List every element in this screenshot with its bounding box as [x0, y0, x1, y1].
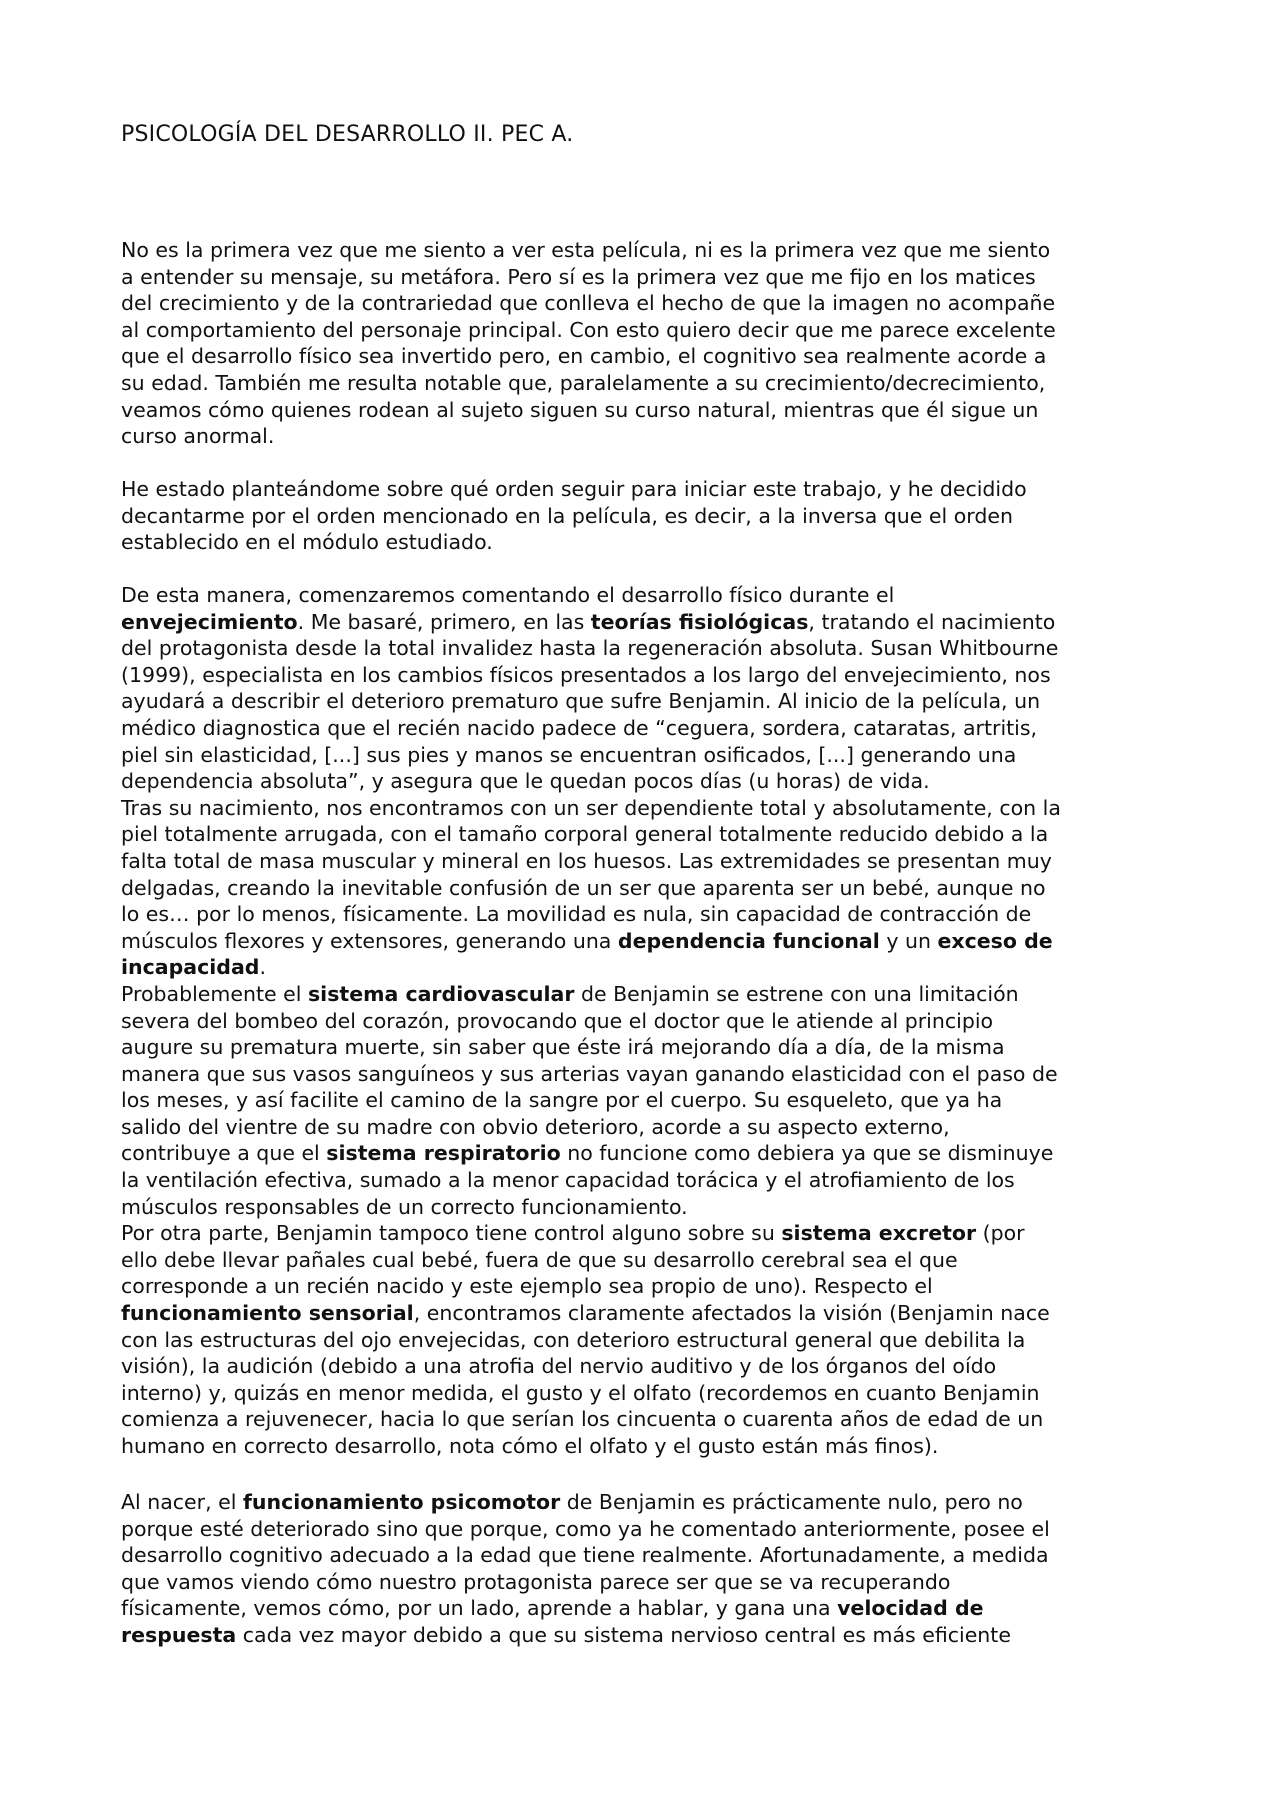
text-line: manera que sus vasos sanguíneos y sus arterias vayan ganando elasticidad con el paso de — [121, 1061, 1058, 1086]
text-line: con las estructuras del ojo envejecidas, con deterioro estructural general que debilita la — [121, 1327, 1026, 1352]
bold-term: sistema respiratorio — [326, 1141, 561, 1166]
text-line: que el desarrollo físico sea invertido pero, en cambio, el cognitivo sea realmente acorde a — [121, 344, 1047, 369]
text-line: músculos responsables de un correcto funcionamiento. — [121, 1194, 688, 1219]
document-title: PSICOLOGÍA DEL DESARROLLO II. PEC A. — [121, 122, 574, 147]
text-run: y un — [879, 928, 938, 953]
text-line: piel sin elasticidad, [...] sus pies y manos se encuentran osificados, [...] generando una — [121, 742, 1017, 767]
text-line: interno) y, quizás en menor medida, el gusto y el olfato (recordemos en cuanto Benjamin — [121, 1380, 1040, 1405]
bold-term: sistema excretor — [781, 1221, 977, 1246]
text-line — [121, 1595, 1161, 1622]
text-line: establecido en el módulo estudiado. — [121, 530, 493, 555]
text-line — [121, 1300, 1161, 1327]
text-run: . Me basaré, primero, en las — [297, 609, 591, 634]
text-run: , encontramos claramente afectados la visión (Benjamin nace — [413, 1301, 1050, 1326]
text-line — [121, 954, 1161, 981]
text-run: no funcione como debiera ya que se disminuye — [560, 1141, 1054, 1166]
text-line: veamos cómo quienes rodean al sujeto siguen su curso natural, mientras que él sigue un — [121, 397, 1039, 422]
paragraph-psychomotor — [121, 1489, 1161, 1649]
text-run: físicamente, vemos cómo, por un lado, aprende a hablar, y gana una — [121, 1596, 838, 1621]
text-line: lo es… por lo menos, físicamente. La movilidad es nula, sin capacidad de contracción de — [121, 902, 1032, 927]
bold-term: respuesta — [121, 1622, 237, 1647]
text-line: De esta manera, comenzaremos comentando el desarrollo físico durante el — [121, 583, 895, 607]
bold-term: velocidad de — [837, 1596, 984, 1621]
text-line: ello debe llevar pañales cual bebé, fuera de que su desarrollo cerebral sea el que — [121, 1247, 958, 1272]
text-line: delgadas, creando la inevitable confusión de un ser que aparenta ser un bebé, aunque no — [121, 875, 1046, 900]
bold-term: sistema cardiovascular — [307, 981, 575, 1006]
text-line: visión), la audición (debido a una atrofia del nervio auditivo y de los órganos del oído — [121, 1354, 997, 1379]
text-run: Por otra parte, Benjamin tampoco tiene control alguno sobre su — [121, 1221, 782, 1246]
text-line: médico diagnostica que el recién nacido padece de “ceguera, sordera, cataratas, artritis, — [121, 715, 1038, 740]
text-line: dependencia absoluta”, y asegura que le quedan pocos días (u horas) de vida. — [121, 769, 930, 794]
text-line: que vamos viendo cómo nuestro protagonista parece ser que se va recuperando — [121, 1569, 951, 1594]
text-line — [121, 1489, 1161, 1516]
text-line: falta total de masa muscular y mineral en los huesos. Las extremidades se presentan muy — [121, 848, 1052, 873]
text-line: su edad. También me resulta notable que, paralelamente a su crecimiento/decrecimiento, — [121, 370, 1046, 395]
text-line: del protagonista desde la total invalidez hasta la regeneración absoluta. Susan Whitbourne — [121, 636, 1059, 661]
text-line — [121, 1140, 1161, 1167]
text-line: piel totalmente arrugada, con el tamaño corporal general totalmente reducido debido a la — [121, 822, 1049, 847]
text-line: curso anormal. — [121, 424, 275, 449]
text-run: cada vez mayor debido a que su sistema nervioso central es más eficiente — [236, 1622, 1011, 1647]
bold-term: incapacidad — [121, 955, 260, 980]
bold-term: funcionamiento sensorial — [121, 1301, 414, 1326]
text-line — [121, 609, 1161, 636]
text-line: Tras su nacimiento, nos encontramos con un ser dependiente total y absolutamente, con la — [121, 795, 1061, 820]
text-line: del crecimiento y de la contrariedad que conlleva el hecho de que la imagen no acompañe — [121, 291, 1056, 316]
text-run: de Benjamin se estrene con una limitación — [574, 981, 1019, 1006]
text-line — [121, 981, 1161, 1008]
bold-term: exceso de — [937, 928, 1053, 953]
text-line: la ventilación efectiva, sumado a la menor capacidad torácica y el atrofiamiento de los — [121, 1168, 1015, 1193]
text-line: He estado planteándome sobre qué orden seguir para iniciar este trabajo, y he decidido — [121, 477, 1027, 501]
text-run: , tratando el nacimiento — [808, 609, 1056, 634]
text-line: augure su prematura muerte, sin saber que éste irá mejorando día a día, de la misma — [121, 1035, 1005, 1060]
text-line: los meses, y así facilite el camino de la sangre por el cuerpo. Su esqueleto, que ya ha — [121, 1088, 1003, 1113]
text-line: decantarme por el orden mencionado en la película, es decir, a la inversa que el orden — [121, 503, 1013, 528]
text-line: desarrollo cognitivo adecuado a la edad que tiene realmente. Afortunadamente, a medida — [121, 1543, 1049, 1568]
text-line: salido del vientre de su madre con obvio deterioro, acorde a su aspecto externo, — [121, 1114, 950, 1139]
text-run: contribuye a que el — [121, 1141, 327, 1166]
text-line: al comportamiento del personaje principal. Con esto quiero decir que me parece excelente — [121, 317, 1056, 342]
bold-term: dependencia funcional — [617, 928, 880, 953]
text-line: humano en correcto desarrollo, nota cómo el olfato y el gusto están más finos). — [121, 1434, 939, 1458]
text-line: comienza a rejuvenecer, hacia lo que serían los cincuenta o cuarenta años de edad de un — [121, 1407, 1044, 1432]
text-line — [121, 1622, 1161, 1649]
text-line: a entender su mensaje, su metáfora. Pero sí es la primera vez que me fijo en los matices — [121, 264, 1036, 289]
bold-term: envejecimiento — [121, 609, 298, 634]
paragraph-physical-development — [121, 582, 1161, 1460]
text-run: músculos flexores y extensores, generando una — [121, 928, 618, 953]
text-run: (por — [976, 1221, 1025, 1246]
text-line: severa del bombeo del corazón, provocando que el doctor que le atiende al principio — [121, 1008, 994, 1033]
text-line: ayudará a describir el deterioro prematuro que sufre Benjamin. Al inicio de la película, un — [121, 689, 1041, 714]
text-line: porque esté deteriorado sino que porque, como ya he comentado anteriormente, posee el — [121, 1516, 1050, 1541]
text-line: corresponde a un recién nacido y este ejemplo sea propio de uno). Respecto el — [121, 1274, 933, 1299]
text-line: No es la primera vez que me siento a ver esta película, ni es la primera vez que me siento — [121, 238, 1051, 262]
paragraph-intro — [121, 237, 1161, 450]
text-line — [121, 1220, 1161, 1247]
text-line: (1999), especialista en los cambios físicos presentados a los largo del envejecimiento, nos — [121, 662, 1051, 687]
text-line — [121, 928, 1161, 955]
paragraph-order — [121, 476, 1161, 556]
bold-term: teorías fisiológicas — [590, 609, 809, 634]
bold-term: funcionamiento psicomotor — [242, 1490, 561, 1514]
text-run: Al nacer, el — [121, 1490, 243, 1514]
text-run: Probablemente el — [121, 981, 308, 1006]
text-run: de Benjamin es prácticamente nulo, pero no — [560, 1490, 1023, 1514]
text-run: . — [259, 955, 267, 980]
